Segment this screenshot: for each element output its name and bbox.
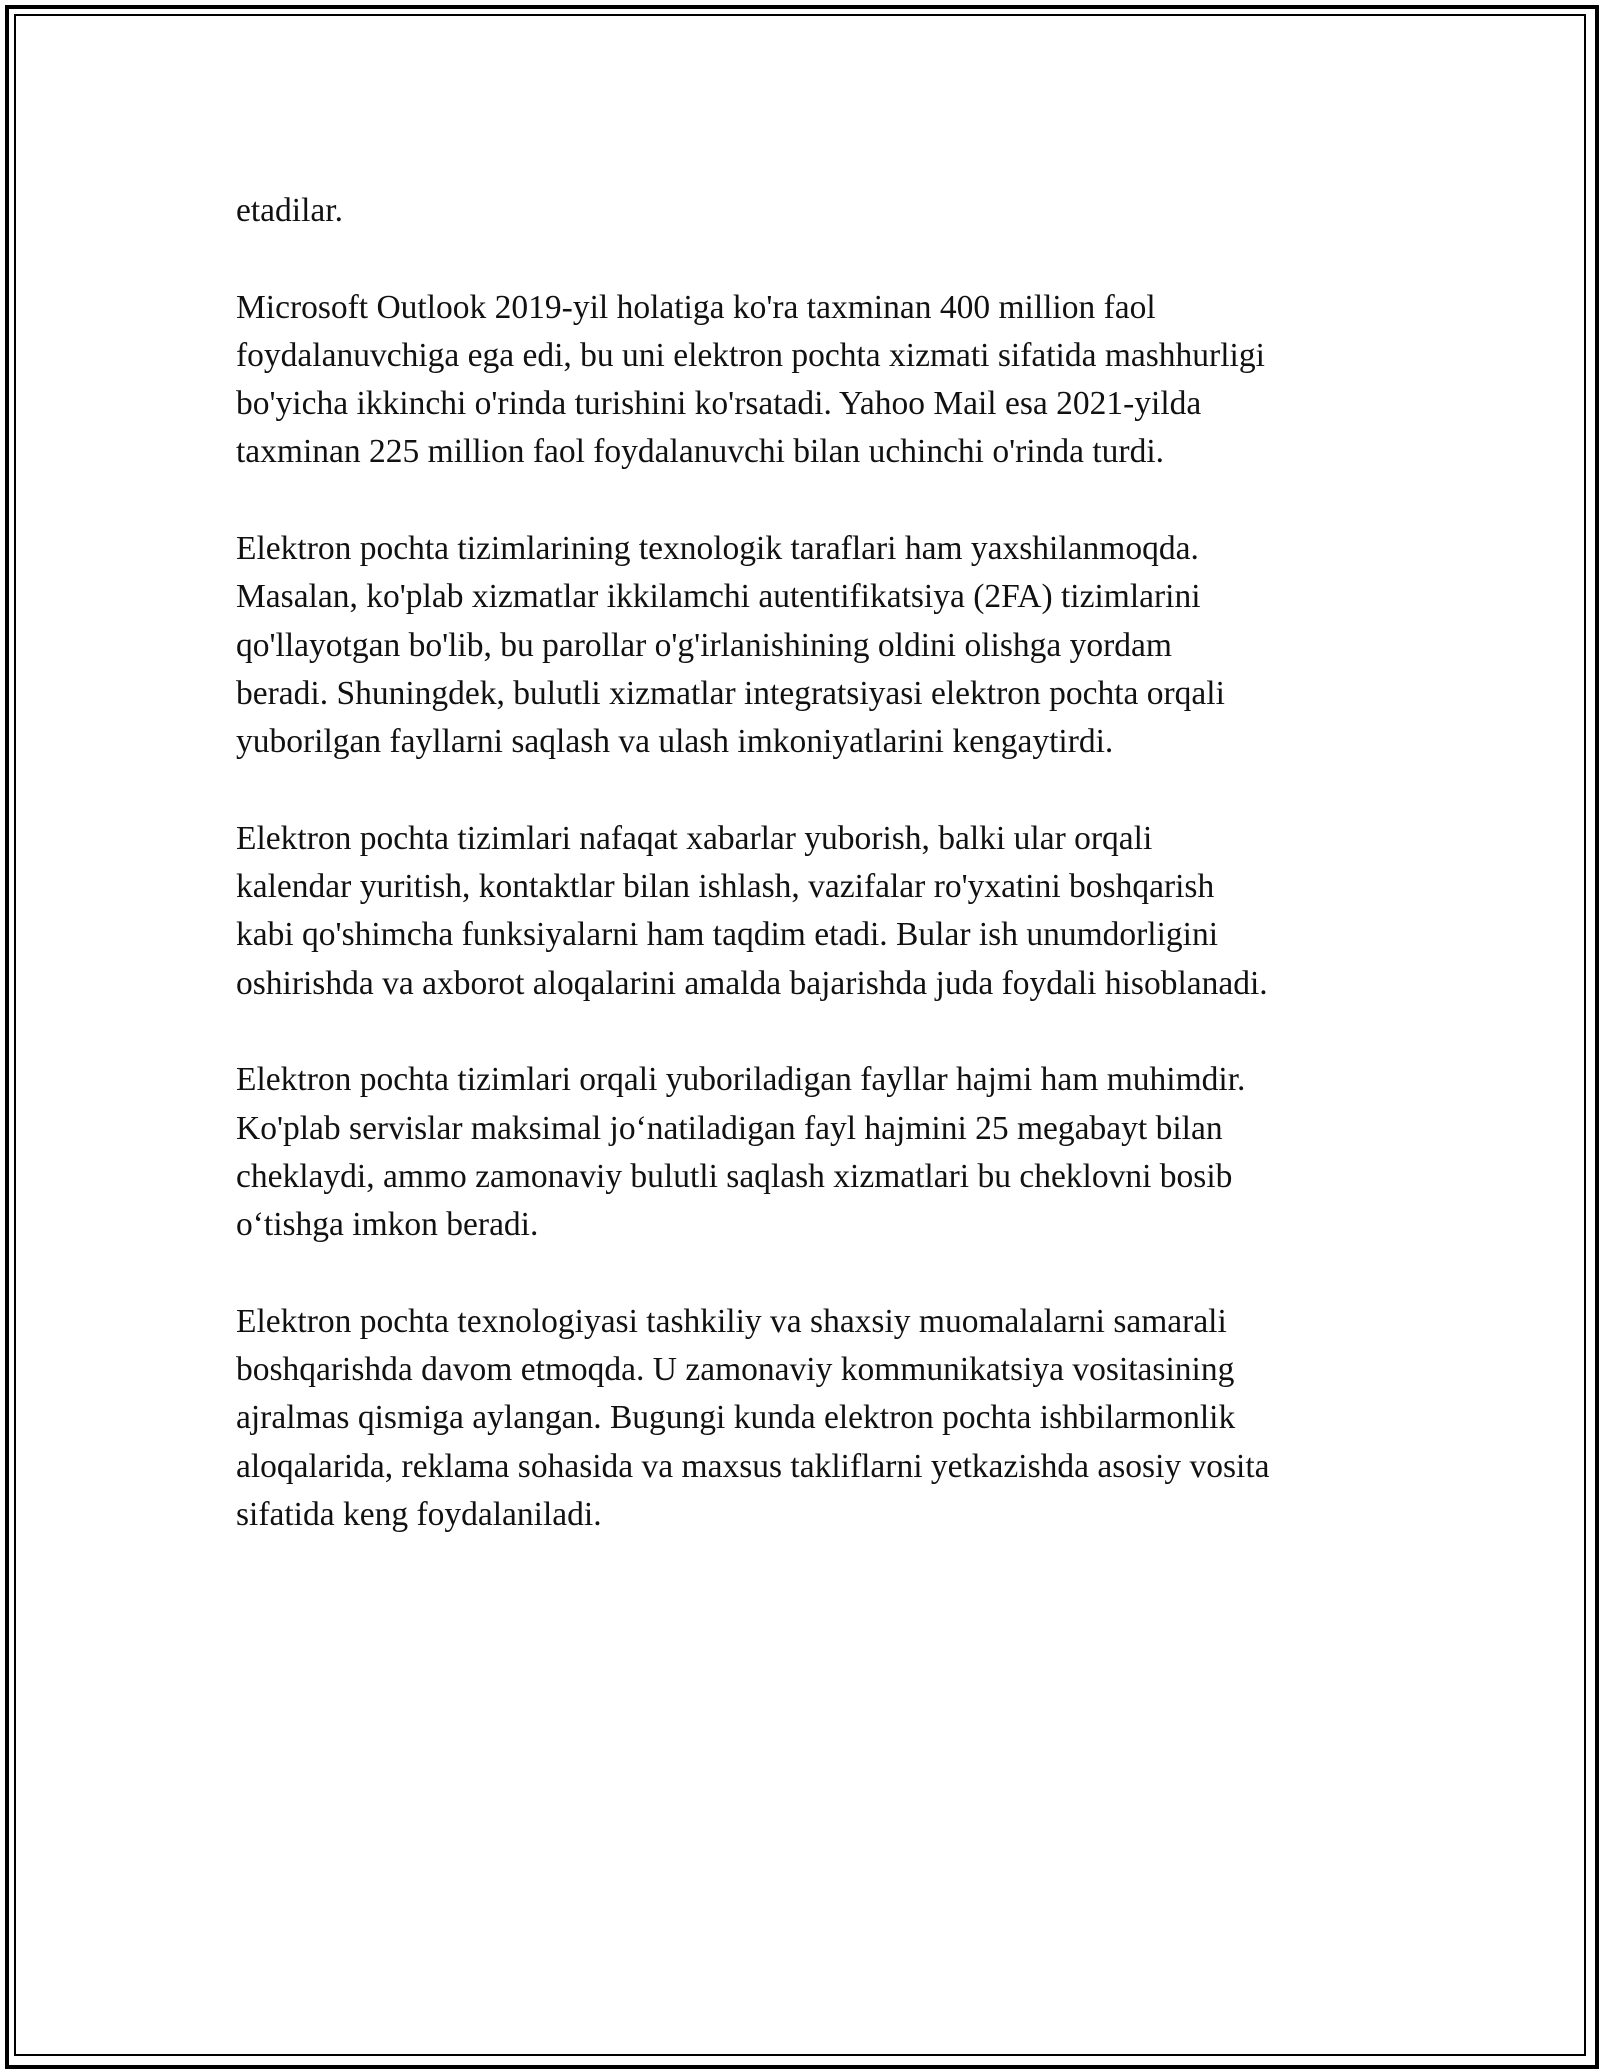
paragraph-continuation: etadilar. <box>236 192 343 229</box>
document-body <box>236 187 1396 1588</box>
paragraph-functions: Elektron pochta tizimlari nafaqat xabarlar yuborish, balki ular orqali kalendar yuritish, kontaktlar bilan ishlash, vazifalar ro'yxatini boshqarish kabi qo'shimcha funksiyalarni ham taqdim etadi. Bular ish unumdorligini oshirishda va axborot aloqalarini amalda bajarishda juda foydali hisoblanadi. <box>236 819 1268 1002</box>
paragraph-outlook-yahoo: Microsoft Outlook 2019-yil holatiga ko'ra taxminan 400 million faol foydalanuvchiga ega edi, bu uni elektron pochta xizmati sifatida mashhurligi bo'yicha ikkinchi o'rinda turishini ko'rsatadi. Yahoo Mail esa 2021-yilda taxminan 225 million faol foydalanuvchi bilan uchinchi o'rinda turdi. <box>236 288 1265 471</box>
paragraph-technology: Elektron pochta tizimlarining texnologik taraflari ham yaxshilanmoqda. Masalan, ko'plab xizmatlar ikkilamchi autentifikatsiya (2FA) tizimlarini qo'llayotgan bo'lib, bu parollar o'g'irlanishining oldini olishga yordam beradi. Shuningdek, bulutli xizmatlar integratsiyasi elektron pochta orqali yuborilgan fayllarni saqlash va ulash imkoniyatlarini kengaytirdi. <box>236 530 1225 761</box>
paragraph-conclusion: Elektron pochta texnologiyasi tashkiliy va shaxsiy muomalalarni samarali boshqarishda davom etmoqda. U zamonaviy kommunikatsiya vositasining ajralmas qismiga aylangan. Bugungi kunda elektron pochta ishbilarmonlik aloqalarida, reklama sohasida va maxsus takliflarni yetkazishda asosiy vosita sifatida keng foydalaniladi. <box>236 1302 1270 1534</box>
paragraph-file-size: Elektron pochta tizimlari orqali yuboriladigan fayllar hajmi ham muhimdir. Ko'plab servislar maksimal jo‘natiladigan fayl hajmini 25 megabayt bilan cheklaydi, ammo zamonaviy bulutli saqlash xizmatlari bu cheklovni bosib o‘tishga imkon beradi. <box>236 1061 1246 1244</box>
